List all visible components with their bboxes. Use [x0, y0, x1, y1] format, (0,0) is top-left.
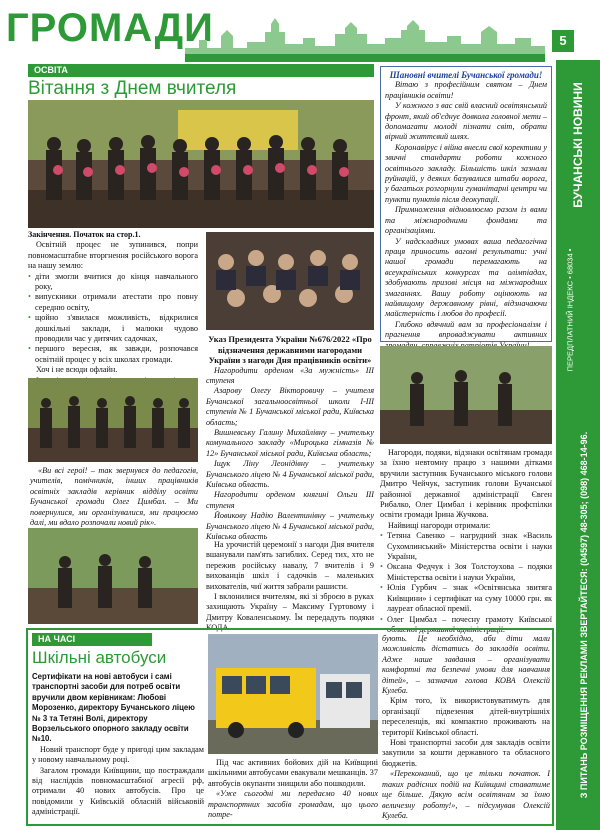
list-item: • Олег Цимбал – почесну грамоту Київської обласної державної адміністрації. — [380, 615, 552, 636]
article-paragraph: І вклонилися вчителям, які зі зброєю в руках захищають Україну – Максиму Гуртовому і Дмитру Коваленському. Їм передадуть подяки КОДА. — [206, 592, 374, 633]
right-sidebar — [556, 60, 600, 830]
teachers-photo — [28, 378, 198, 462]
article-paragraph: Освітній процес не зупинився, попри повномасштабне вторгнення російського ворога на нашу землю: — [28, 240, 198, 271]
school-buses-article — [26, 628, 554, 826]
mayor-greeting — [380, 66, 552, 342]
sidebar-ads-block — [556, 400, 600, 830]
greeting-paragraph: Вітаю з професійним святом – Днем працівників освіти! — [385, 80, 547, 100]
quote-block — [30, 466, 198, 528]
decree-block — [206, 334, 374, 541]
achievements-list — [28, 272, 198, 366]
article-paragraph: Під час активних бойових дій на Київщині шкільними автобусами евакували мешканців. 37 автобусів окупанти знищили або пошкодили. — [208, 758, 378, 788]
decree-paragraph: Вишневську Галину Михайлівну – учительку комунального закладу «Мироцька гімназія № 12» Бучанської міської ради, Київська область; — [206, 427, 374, 458]
list-item: • першого вересня, як завжди, розпочався освітній процес у всіх школах громади. — [28, 344, 198, 365]
list-item: • випускники отримали атестати про повну середню освіту, — [28, 292, 198, 313]
article-title: Шкільні автобуси — [32, 648, 167, 667]
quote-text: «Ви всі герої! – так звернувся до педагогів, учителів, помічників, інших працівників освітніх закладів керівник відділу освіти Бучанської громади Олег Цимбал. – Ми повернулися, ми організувалися, ми працюємо далі, ми вдало розпочали новий рік». — [30, 466, 198, 528]
ads-contact: З ПИТАНЬ РОЗМІЩЕННЯ РЕКЛАМИ ЗВЕРТАЙТЕСЯ: (04597) 48-305; (098) 468-14-96. — [579, 431, 589, 799]
ceremony-photo — [28, 528, 198, 624]
article-paragraph: Найвищі нагороди отримали: — [388, 520, 491, 530]
city-skyline-graphic — [185, 14, 545, 62]
main-photo — [28, 100, 374, 228]
award-ceremony-image — [28, 100, 374, 228]
article-paragraph: На урочистій церемонії з нагоди Дня вчителя вшанували пам'ять загиблих. Серед тих, хто не пережив російську навалу, 7 вчителів і 9 вихованців шкіл і садочків – маленьких вихователів, чиї життя забрали рашисти. — [206, 540, 374, 591]
sidebar-newspaper-block — [556, 60, 600, 230]
list-item: • Юлія Гурбич – знак «Освітянська звитяга Київщини» і сертифікат на суму 10000 грн. як лауреат обласної премії. — [380, 583, 552, 614]
article-paragraph: Нові транспортні засоби для закладів освіти закупили за кошти державного та обласного бюджетів. — [382, 738, 550, 768]
section-tag: ОСВІТА — [28, 64, 374, 77]
section-tag: НА ЧАСІ — [32, 633, 152, 646]
article-paragraph: Крім того, їх використовуватимуть для організації підвезення дітей-внутрішніх переселенців, які компактно проживають на території Київської області. — [382, 696, 550, 737]
greeting-paragraph: Коронавірус і війна внесли свої корективи у звичні стандарти роботи кожного освітнього закладу. Більшість шкіл зазнали руйнацій, у деяких базувалися штаби ворога, у багатьох розгорнули гуманітарні центри чи пункти пунктів після деокупації. — [385, 142, 547, 204]
article2-col2 — [208, 758, 378, 820]
awards-list — [380, 531, 552, 635]
article-paragraph: Загалом громади Київщини, що постраждали від наслідків повномасштабної агресії рф, отримали 40 нових автобусів. Про це повідомили у Київській обласній військовій адміністрації. — [32, 765, 204, 817]
article-paragraph: «Переконаний, що це тільки початок. І таких радісних подій на Київщині ставатиме ще більше. Дякую всім освітянам за їхню величезну роботу!», – підсумував Олексій Кулеба. — [382, 769, 550, 820]
list-item: • щойно з'явилася можливість, відкрилися дошкільні заклади, і малюки чудово проводили час у дитячих садочках, — [28, 313, 198, 344]
list-item: • Оксана Федчук і Зоя Толстоухова – подяки Міністерства освіти і науки України, — [380, 562, 552, 583]
article-lead: Закінчення. Початок на стор.1. — [28, 230, 141, 239]
subscription-index: ПЕРЕДПЛАТНИЙ ІНДЕКС • 68034 • — [565, 248, 575, 372]
greeting-paragraph: Глибоко вдячний вам за професіоналізм і прагнення впроваджувати активних — [385, 319, 547, 340]
article-paragraph: бують. Це необхідно, аби діти мали можливість дістатись до закладів освіти. Адже наше завдання – організувати комфортні та безпечні умови для навчання дітей», – зазначив голова КОВА Олексій Кулеба. — [382, 634, 550, 696]
article-title: Вітання з Днем вчителя — [28, 78, 237, 99]
decree-title: Указ Президента України №676/2022 «Про відзначення державними нагородами України з нагоди Дня працівників освіти» — [208, 334, 372, 365]
list-item: • Тетяна Савенко – нагрудний знак «Василь Сухомлинський» Міністерства освіти і науки України, — [380, 531, 552, 562]
memorial-text — [206, 540, 374, 634]
decree-paragraph: Йовикову Надію Валентинівну – учительку Бучанського ліцею № 4 Бучанської міської ради, Київська область — [206, 511, 374, 541]
sidebar-index-block — [556, 230, 600, 390]
decree-paragraph: Іщук Ліну Леонідівну – учительку Бучанського ліцею № 4 Бучанської міської ради, Київська область. — [206, 459, 374, 489]
greeting-heading: Шановні вчителі Бучанської громади! — [389, 70, 543, 80]
decree-paragraph: Нагородити орденом «За мужність» III ступеня — [206, 365, 374, 385]
article-lead: Сертифікати на нові автобуси і самі транспортні засоби для потреб освіти вручили двом керівникам: Любові Морозенко, директору Бучанського ліцею № 3 та Тетяні Волі, директору Ворзельського опорного закладу освіти №10. — [32, 672, 195, 744]
decree-paragraph: Азарову Олегу Вікторовичу – учителя Бучанської загальноосвітньої школи I-III ступенів № 1 Бучанської міської ради, Київська область; — [206, 386, 374, 427]
article2-col3 — [382, 634, 550, 821]
article-paragraph: Нагороди, подяки, відзнаки освітянам громади за їхню невтомну працю з нашими дітками вручили заступник Бучанського міського голови Дмитро Чейчук, заступник голови Бучанської районної державної адміністрації Євген Рибалко, Олег Цимбал і керівник профспілки освіти громади Ірина Жучкова. — [380, 448, 552, 520]
greeting-paragraph: У надскладних умовах ваша педагогічна праця приносить вагомі результати: учні нашої громади перемагають на всеукраїнських конкурсах та олімпіадах, здобувають призові місця на міжнародних змаганнях. Вашу роботу оцінюють на найвищому державному рівні, відзначаючи майстерність і любов до професії. — [385, 236, 547, 319]
bus-photo — [208, 634, 378, 754]
greeting-paragraph: У кожного з вас свій власний освітянський фронт, який об'єднує довкола головної мети – допомагати молоді пізнати світ, обрати вірний життєвий шлях. — [385, 101, 547, 142]
article-paragraph: Новий транспорт буде у пригоді цим закладам у новому навчальному році. — [32, 744, 204, 765]
audience-photo — [206, 232, 374, 330]
masthead — [0, 0, 600, 64]
section-title: ГРОМАДИ — [6, 6, 214, 50]
article2-col1 — [32, 672, 204, 818]
page-number: 5 — [552, 30, 574, 52]
award-photo — [380, 346, 552, 444]
list-item: • діти змогли вчитися до кінця навчального року, — [28, 272, 198, 293]
article-paragraph: «Уже сьогодні ми передаємо 40 нових транспортних засобів громадам, що цього потре- — [208, 789, 378, 820]
decree-paragraph: Нагородити орденом княгині Ольги III ступеня — [206, 490, 374, 510]
article1-text — [28, 230, 198, 397]
newspaper-name: БУЧАНСЬКІ НОВИНИ — [571, 82, 585, 208]
greeting-paragraph: Примноження відновлюємо разом із вами та міжнародними фондами та організаціями. — [385, 205, 547, 236]
article-paragraph: Хоч і не всюди офлайн. — [36, 365, 118, 375]
awards-text — [380, 448, 552, 635]
